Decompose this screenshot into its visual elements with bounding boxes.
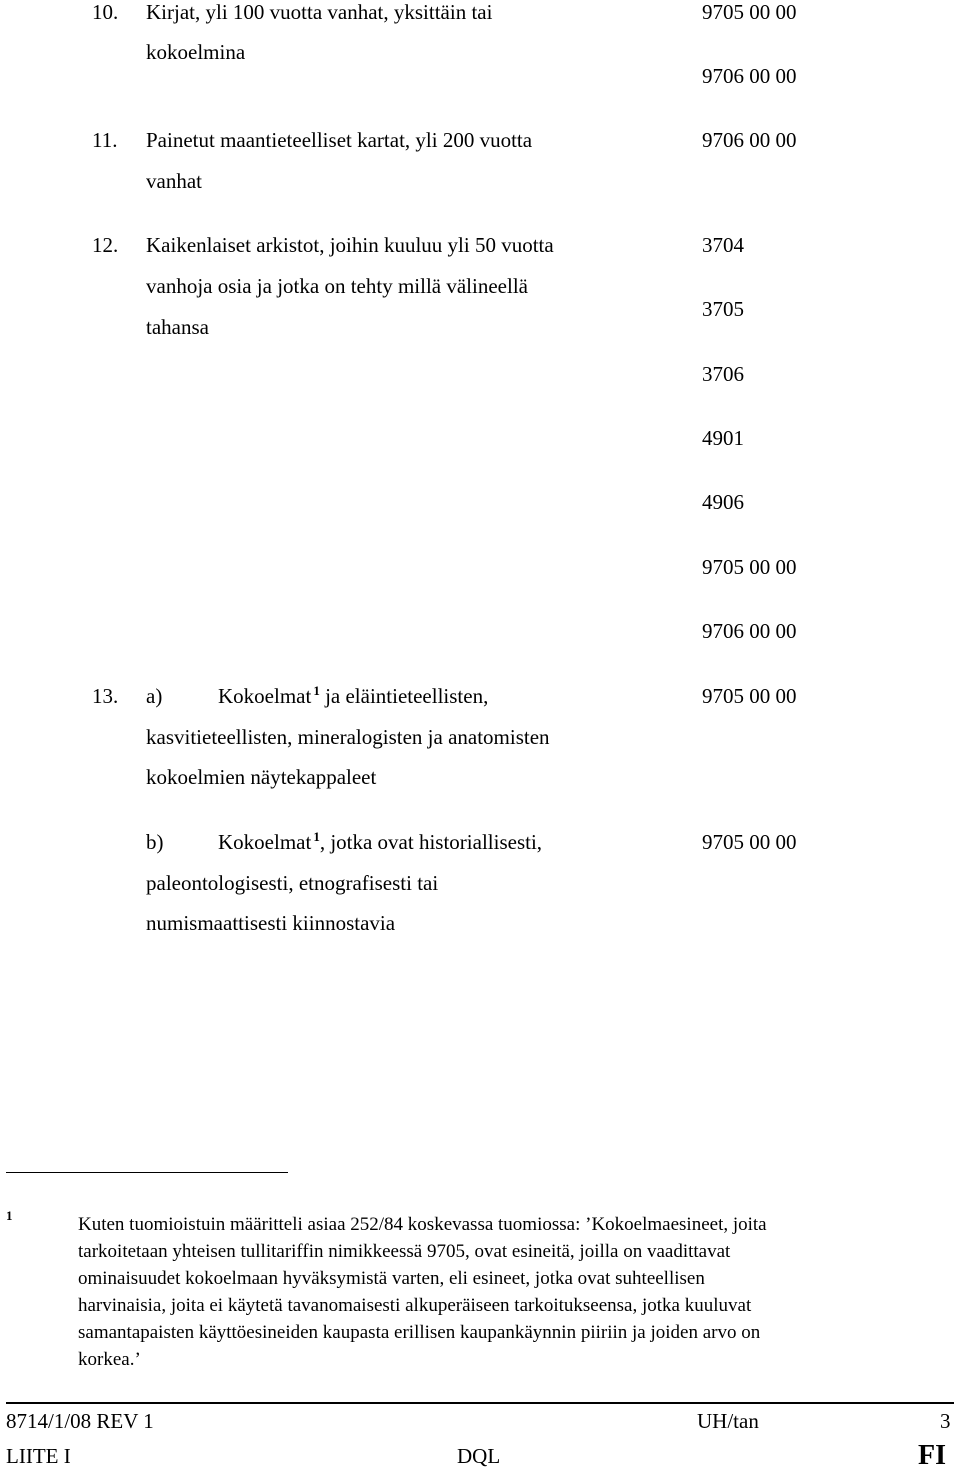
item-12-text-line-1: Kaikenlaiset arkistot, joihin kuuluu yli 50 vuotta (146, 233, 554, 257)
item-13a-text-line-1: kasvitieteellisten, mineralogisten ja anatomisten (146, 725, 550, 749)
item-13b-code: 9705 00 00 (702, 830, 797, 854)
item-12-code-4: 4901 (702, 426, 744, 450)
footer-doc-ref: 8714/1/08 REV 1 (6, 1409, 154, 1433)
item-13b-text-line-2: numismaattisesti kiinnostavia (146, 911, 396, 935)
footnote-ref-13a: 1 (313, 683, 320, 698)
footer-annex: LIITE I (6, 1444, 71, 1468)
item-12-code-7: 9706 00 00 (702, 619, 797, 643)
item-11-code-1: 9706 00 00 (702, 128, 797, 152)
footnote-line-3: ominaisuudet kokoelmaan hyväksymistä varten, eli esineet, jotka ovat suhteellisen (78, 1268, 705, 1289)
item-13a-letter: a) (146, 684, 163, 708)
footer-lang: FI (918, 1440, 946, 1471)
footnote-ref-13b: 1 (313, 829, 320, 844)
footnote-line-1: Kuten tuomioistuin määritteli asiaa 252/84 koskevassa tuomiossa: ’Kokoelmaesineet, joita (78, 1214, 767, 1235)
item-13a-title-word: Kokoelmat (218, 684, 312, 708)
item-12-code-5: 4906 (702, 490, 744, 514)
item-12-text-line-2: vanhoja osia ja jotka on tehty millä välineellä (146, 274, 528, 298)
item-10-text-line-2: kokoelmina (146, 40, 246, 64)
footnote-separator (6, 1172, 288, 1173)
item-13-number: 13. (92, 684, 119, 708)
item-12-code-3: 3706 (702, 362, 744, 386)
footnote-line-5: samantapaisten käyttöesineiden kaupasta erillisen kaupankäynnin piiriin ja joiden arvo on (78, 1322, 761, 1343)
footnote-line-2: tarkoitetaan yhteisen tullitariffin nimikkeessä 9705, ovat esineitä, joilla on vaadittavat (78, 1241, 731, 1262)
footer-rule (6, 1402, 954, 1404)
footer-dg: DQL (457, 1444, 501, 1468)
item-11-text-line-2: vanhat (146, 169, 202, 193)
item-11-text-line-1: Painetut maantieteelliset kartat, yli 200 vuotta (146, 128, 533, 152)
footnote-marker: 1 (6, 1208, 13, 1223)
item-13b-title-word: Kokoelmat (218, 830, 312, 854)
item-12-code-2: 3705 (702, 297, 744, 321)
item-11-number: 11. (92, 128, 118, 152)
item-12-code-6: 9705 00 00 (702, 555, 797, 579)
item-13b-title-rest: , jotka ovat historiallisesti, (319, 830, 543, 854)
item-13a-code: 9705 00 00 (702, 684, 797, 708)
item-10-number: 10. (92, 0, 119, 24)
item-13b-title (218, 829, 543, 854)
footer-page-number: 3 (940, 1409, 951, 1433)
item-13a-title-rest: ja eläintieteellisten, (325, 684, 489, 708)
item-13b-letter: b) (146, 830, 164, 854)
item-12-text-line-3: tahansa (146, 315, 209, 339)
item-10-code-1: 9705 00 00 (702, 0, 797, 24)
item-10-code-2: 9706 00 00 (702, 64, 797, 88)
item-12-number: 12. (92, 233, 119, 257)
item-10-text-line-1: Kirjat, yli 100 vuotta vanhat, yksittäin tai (146, 0, 493, 24)
item-12-code-1: 3704 (702, 233, 744, 257)
item-13a-title (218, 683, 489, 708)
item-13b-text-line-1: paleontologisesti, etnografisesti tai (146, 871, 439, 895)
item-13a-text-line-2: kokoelmien näytekappaleet (146, 765, 377, 789)
footnote-line-4: harvinaisia, joita ei käytetä tavanomaisesti alkuperäiseen tarkoitukseensa, jotka kuuluvat (78, 1295, 752, 1316)
footer-initials: UH/tan (697, 1409, 759, 1433)
footnote-line-6: korkea.’ (78, 1349, 141, 1370)
